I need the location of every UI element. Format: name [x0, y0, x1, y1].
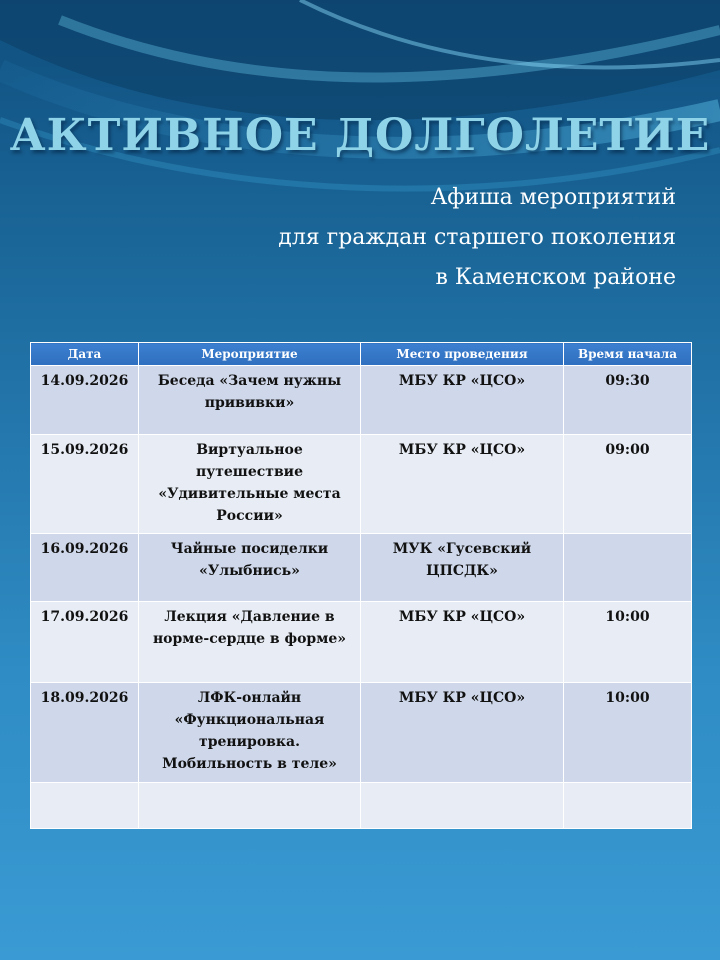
cell-place: МУК «Гусевский ЦПСДК»: [361, 534, 564, 602]
cell-event: Лекция «Давление в норме-сердце в форме»: [139, 602, 361, 683]
cell-place: МБУ КР «ЦСО»: [361, 435, 564, 534]
cell-place: [361, 783, 564, 829]
header-place: Место проведения: [361, 343, 564, 366]
table-row: [31, 783, 692, 829]
cell-time: 10:00: [564, 683, 692, 783]
cell-time: 10:00: [564, 602, 692, 683]
table-row: [31, 534, 692, 602]
cell-place: МБУ КР «ЦСО»: [361, 602, 564, 683]
table-row: [31, 683, 692, 783]
cell-time: 09:30: [564, 366, 692, 435]
table-row: [31, 435, 692, 534]
subtitle: [278, 178, 676, 298]
table-row: [31, 366, 692, 435]
page-title: АКТИВНОЕ ДОЛГОЛЕТИЕ: [9, 110, 711, 161]
subtitle-line-3: в Каменском районе: [435, 265, 676, 290]
cell-date: 17.09.2026: [31, 602, 139, 683]
header-event: Мероприятие: [139, 343, 361, 366]
cell-date: 18.09.2026: [31, 683, 139, 783]
cell-event: Чайные посиделки «Улыбнись»: [139, 534, 361, 602]
header-date: Дата: [31, 343, 139, 366]
header-time: Время начала: [564, 343, 692, 366]
cell-date: 14.09.2026: [31, 366, 139, 435]
subtitle-line-1: Афиша мероприятий: [430, 185, 676, 210]
cell-date: [31, 783, 139, 829]
cell-place: МБУ КР «ЦСО»: [361, 366, 564, 435]
cell-time: [564, 534, 692, 602]
subtitle-line-2: для граждан старшего поколения: [278, 225, 676, 250]
cell-event: Беседа «Зачем нужны прививки»: [139, 366, 361, 435]
cell-place: МБУ КР «ЦСО»: [361, 683, 564, 783]
cell-event: ЛФК-онлайн «Функциональная тренировка. Мобильность в теле»: [139, 683, 361, 783]
table-row: [31, 602, 692, 683]
table-header-row: [31, 343, 692, 366]
cell-date: 15.09.2026: [31, 435, 139, 534]
cell-time: 09:00: [564, 435, 692, 534]
cell-time: [564, 783, 692, 829]
cell-date: 16.09.2026: [31, 534, 139, 602]
cell-event: [139, 783, 361, 829]
cell-event: Виртуальное путешествие «Удивительные места России»: [139, 435, 361, 534]
events-table: [30, 342, 692, 829]
